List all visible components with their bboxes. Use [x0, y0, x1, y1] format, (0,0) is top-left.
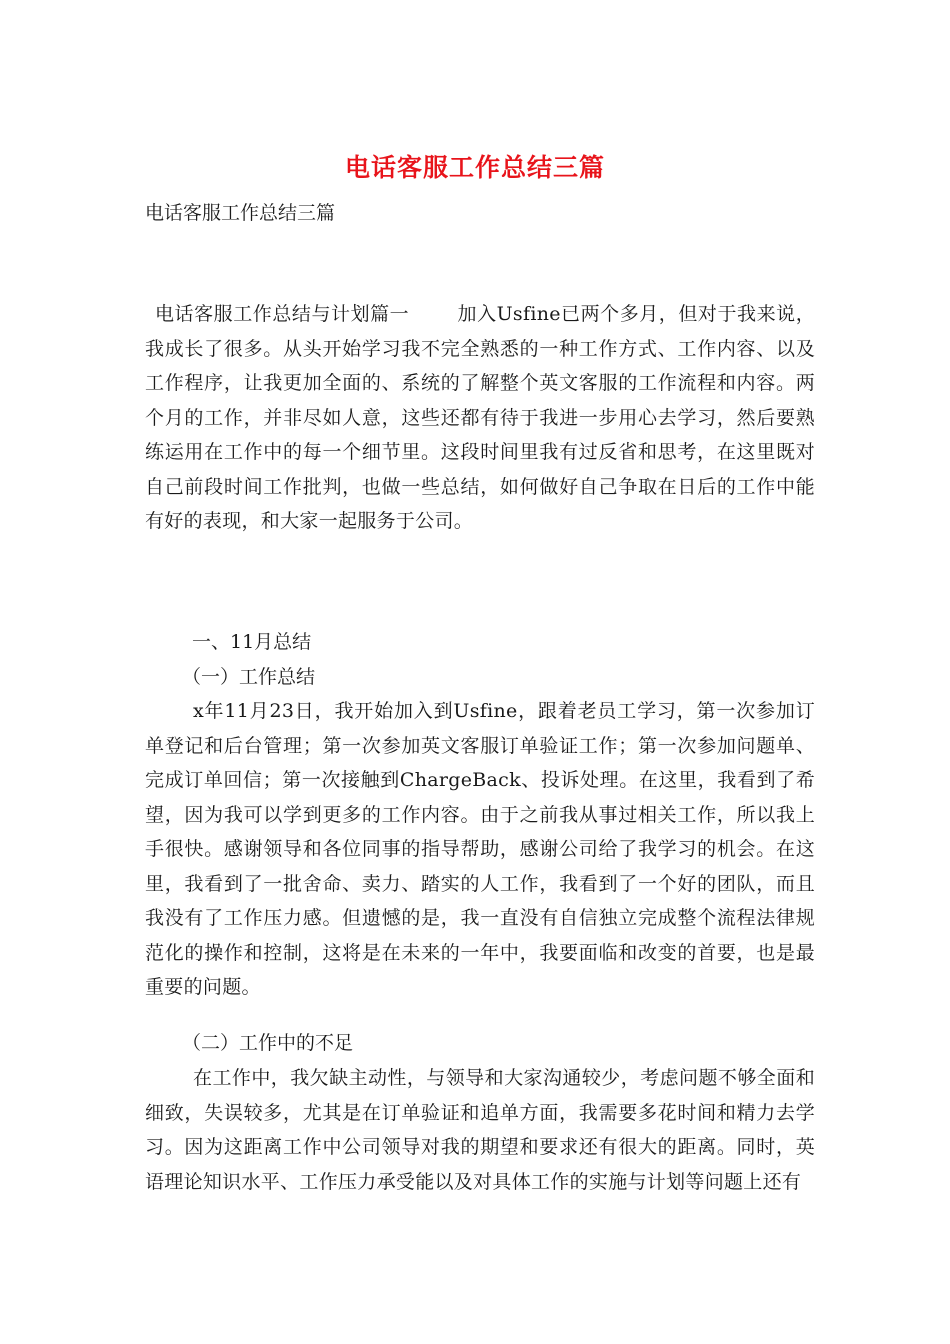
- document-title: 电话客服工作总结三篇: [344, 153, 605, 182]
- intro-paragraph: [145, 297, 815, 539]
- work-summary-paragraph: x年11月23日，我开始加入到Usfine，跟着老员工学习，第一次参加订单登记和后台管理；第一次参加英文客服订单验证工作；第一次参加问题单、完成订单回信；第一次接触到ChargeBack、投诉处理。在这里，我看到了希望，因为我可以学到更多的工作内容。由于之前我从事过相关工作，所以我上手很快。感谢领导和各位同事的指导帮助，感谢公司给了我学习的机会。在这里，我看到了一批舍命、卖力、踏实的人工作，我看到了一个好的团队，而且我没有了工作压力感。但遗憾的是，我一直没有自信独立完成整个流程法律规范化的操作和控制，这将是在未来的一年中，我要面临和改变的首要，也是最重要的问题。: [145, 700, 815, 998]
- intro-text: 加入Usfine已两个多月，但对于我来说，我成长了很多。从头开始学习我不完全熟悉的一种工作方式、工作内容、以及工作程序，让我更加全面的、系统的了解整个英文客服的工作流程和内容。两个月的工作，并非尽如人意，这些还都有待于我进一步用心去学习，然后要熟练运用在工作中的每一个细节里。这段时间里我有过反省和思考，在这里既对自己前段时间工作批判，也做一些总结，如何做好自己争取在日后的工作中能有好的表现，和大家一起服务于公司。: [145, 303, 816, 532]
- section-heading-november: 一、11月总结: [192, 631, 312, 653]
- shortcomings-paragraph: 在工作中，我欠缺主动性，与领导和大家沟通较少，考虑问题不够全面和细致，失误较多，尤其是在订单验证和追单方面，我需要多花时间和精力去学习。因为这距离工作中公司领导对我的期望和要求还有很大的距离。同时，英语理论知识水平、工作压力承受能以及对具体工作的实施与计划等问题上还有: [145, 1067, 815, 1193]
- intro-lead: 电话客服工作总结与计划篇一: [155, 303, 410, 325]
- subheading-work-summary: （一）工作总结: [182, 666, 316, 688]
- document-subtitle: 电话客服工作总结三篇: [145, 202, 336, 224]
- subheading-shortcomings: （二）工作中的不足: [182, 1032, 354, 1054]
